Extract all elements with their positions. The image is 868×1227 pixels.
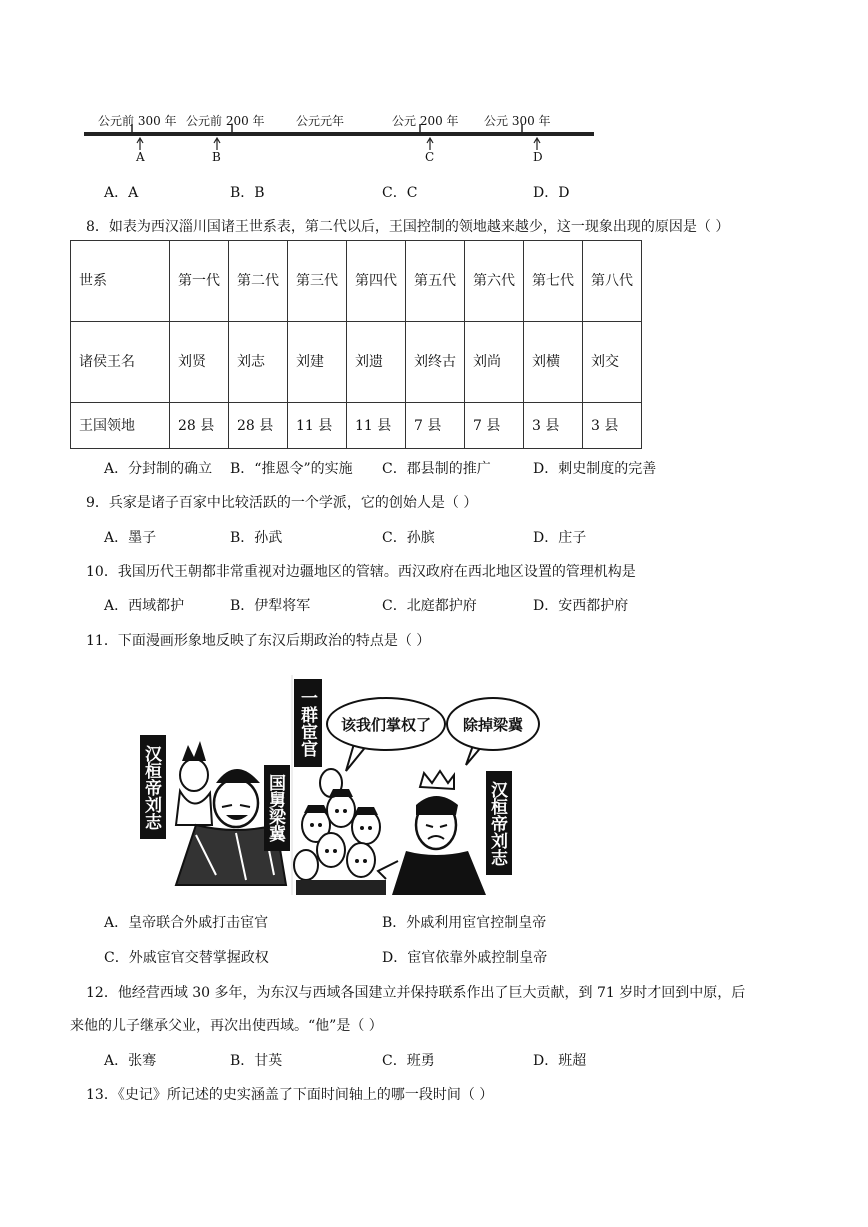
row-header-king: 诸侯王名 bbox=[71, 322, 170, 403]
cell-king: 刘贤 bbox=[170, 322, 229, 403]
cell-territory: 28 县 bbox=[229, 403, 288, 449]
q10-option-b[interactable]: B．伊犁将军 bbox=[230, 598, 311, 614]
cell-king: 刘尚 bbox=[465, 322, 524, 403]
cell-generation: 第五代 bbox=[406, 241, 465, 322]
timeline-mark-c: C bbox=[425, 150, 435, 164]
cell-territory: 7 县 bbox=[406, 403, 465, 449]
q11-option-c[interactable]: C．外戚宦官交替掌握政权 bbox=[104, 950, 269, 966]
q12-option-b[interactable]: B．甘英 bbox=[230, 1053, 283, 1069]
timeline-mark-d: D bbox=[533, 150, 543, 164]
row-header-territory: 王国领地 bbox=[71, 403, 170, 449]
cell-generation: 第四代 bbox=[347, 241, 406, 322]
q8-stem: 8．如表为西汉淄川国诸王世系表，第二代以后，王国控制的领地越来越少，这一现象出现的原因是（ ） bbox=[86, 219, 730, 235]
cell-king: 刘横 bbox=[524, 322, 583, 403]
q9-option-d[interactable]: D．庄子 bbox=[533, 530, 587, 546]
q12-option-c[interactable]: C．班勇 bbox=[382, 1053, 435, 1069]
q7-option-d[interactable]: D．D bbox=[533, 185, 570, 201]
speech-bubble-eunuchs: 该我们掌权了 bbox=[326, 697, 446, 751]
table-row bbox=[71, 322, 642, 403]
q9-option-c[interactable]: C．孙膑 bbox=[382, 530, 435, 546]
label-eunuchs: 一群宦官 bbox=[294, 679, 322, 767]
q10-stem: 10．我国历代王朝都非常重视对边疆地区的管辖。西汉政府在西北地区设置的管理机构是 bbox=[86, 564, 636, 580]
q12-option-a[interactable]: A．张骞 bbox=[104, 1053, 157, 1069]
cell-generation: 第一代 bbox=[170, 241, 229, 322]
cell-king: 刘建 bbox=[288, 322, 347, 403]
q11-option-b[interactable]: B．外戚利用宦官控制皇帝 bbox=[382, 915, 547, 931]
q12-option-d[interactable]: D．班超 bbox=[533, 1053, 587, 1069]
cell-king: 刘终古 bbox=[406, 322, 465, 403]
cell-territory: 11 县 bbox=[347, 403, 406, 449]
cell-king: 刘遗 bbox=[347, 322, 406, 403]
cell-territory: 11 县 bbox=[288, 403, 347, 449]
cell-territory: 3 县 bbox=[524, 403, 583, 449]
cell-generation: 第七代 bbox=[524, 241, 583, 322]
q12-stem-line2: 来他的儿子继承父业，再次出使西域。“他”是（ ） bbox=[70, 1018, 383, 1034]
q8-option-b[interactable]: B．“推恩令”的实施 bbox=[230, 461, 353, 477]
label-liangji: 国舅梁冀 bbox=[264, 765, 290, 851]
q12-stem-line1: 12．他经营西域 30 多年，为东汉与西域各国建立并保持联系作出了巨大贡献，到 71 岁时才回到中原，后 bbox=[86, 985, 746, 1001]
q11-stem: 11．下面漫画形象地反映了东汉后期政治的特点是（ ） bbox=[86, 633, 431, 649]
table-row bbox=[71, 403, 642, 449]
cell-territory: 3 县 bbox=[583, 403, 642, 449]
q7-option-c[interactable]: C．C bbox=[382, 185, 418, 201]
q11-option-d[interactable]: D．宦官依靠外戚控制皇帝 bbox=[382, 950, 548, 966]
timeline-label: 公元 200 年 bbox=[392, 114, 459, 128]
label-emperor-right: 汉桓帝刘志 bbox=[486, 771, 512, 875]
q8-option-d[interactable]: D．刺史制度的完善 bbox=[533, 461, 657, 477]
q10-option-c[interactable]: C．北庭都护府 bbox=[382, 598, 477, 614]
cell-generation: 第六代 bbox=[465, 241, 524, 322]
cell-king: 刘交 bbox=[583, 322, 642, 403]
q8-option-a[interactable]: A．分封制的确立 bbox=[104, 461, 213, 477]
q8-option-c[interactable]: C．郡县制的推广 bbox=[382, 461, 491, 477]
timeline-axis bbox=[80, 122, 600, 152]
cell-generation: 第八代 bbox=[583, 241, 642, 322]
timeline-label: 公元前 200 年 bbox=[186, 114, 265, 128]
cell-generation: 第三代 bbox=[288, 241, 347, 322]
political-cartoon bbox=[136, 675, 523, 895]
q7-option-b[interactable]: B．B bbox=[230, 185, 265, 201]
timeline-mark-b: B bbox=[212, 150, 221, 164]
table-row bbox=[71, 241, 642, 322]
timeline-label: 公元 300 年 bbox=[484, 114, 551, 128]
timeline-label: 公元前 300 年 bbox=[98, 114, 177, 128]
cell-territory: 7 县 bbox=[465, 403, 524, 449]
q9-option-a[interactable]: A．墨子 bbox=[104, 530, 157, 546]
speech-bubble-emperor: 除掉梁冀 bbox=[446, 697, 540, 751]
q13-stem: 13．《史记》所记述的史实涵盖了下面时间轴上的哪一段时间（ ） bbox=[86, 1087, 494, 1103]
label-emperor-left: 汉桓帝刘志 bbox=[140, 735, 166, 839]
q9-stem: 9．兵家是诸子百家中比较活跃的一个学派，它的创始人是（ ） bbox=[86, 495, 478, 511]
lineage-table bbox=[70, 240, 642, 449]
cell-territory: 28 县 bbox=[170, 403, 229, 449]
row-header-generation: 世系 bbox=[71, 241, 170, 322]
q7-option-a[interactable]: A．A bbox=[104, 185, 139, 201]
q11-option-a[interactable]: A．皇帝联合外戚打击宦官 bbox=[104, 915, 269, 931]
q9-option-b[interactable]: B．孙武 bbox=[230, 530, 283, 546]
q10-option-d[interactable]: D．安西都护府 bbox=[533, 598, 629, 614]
timeline-label: 公元元年 bbox=[296, 114, 345, 128]
q10-option-a[interactable]: A．西域都护 bbox=[104, 598, 185, 614]
timeline-mark-a: A bbox=[136, 150, 145, 164]
cell-generation: 第二代 bbox=[229, 241, 288, 322]
cell-king: 刘志 bbox=[229, 322, 288, 403]
